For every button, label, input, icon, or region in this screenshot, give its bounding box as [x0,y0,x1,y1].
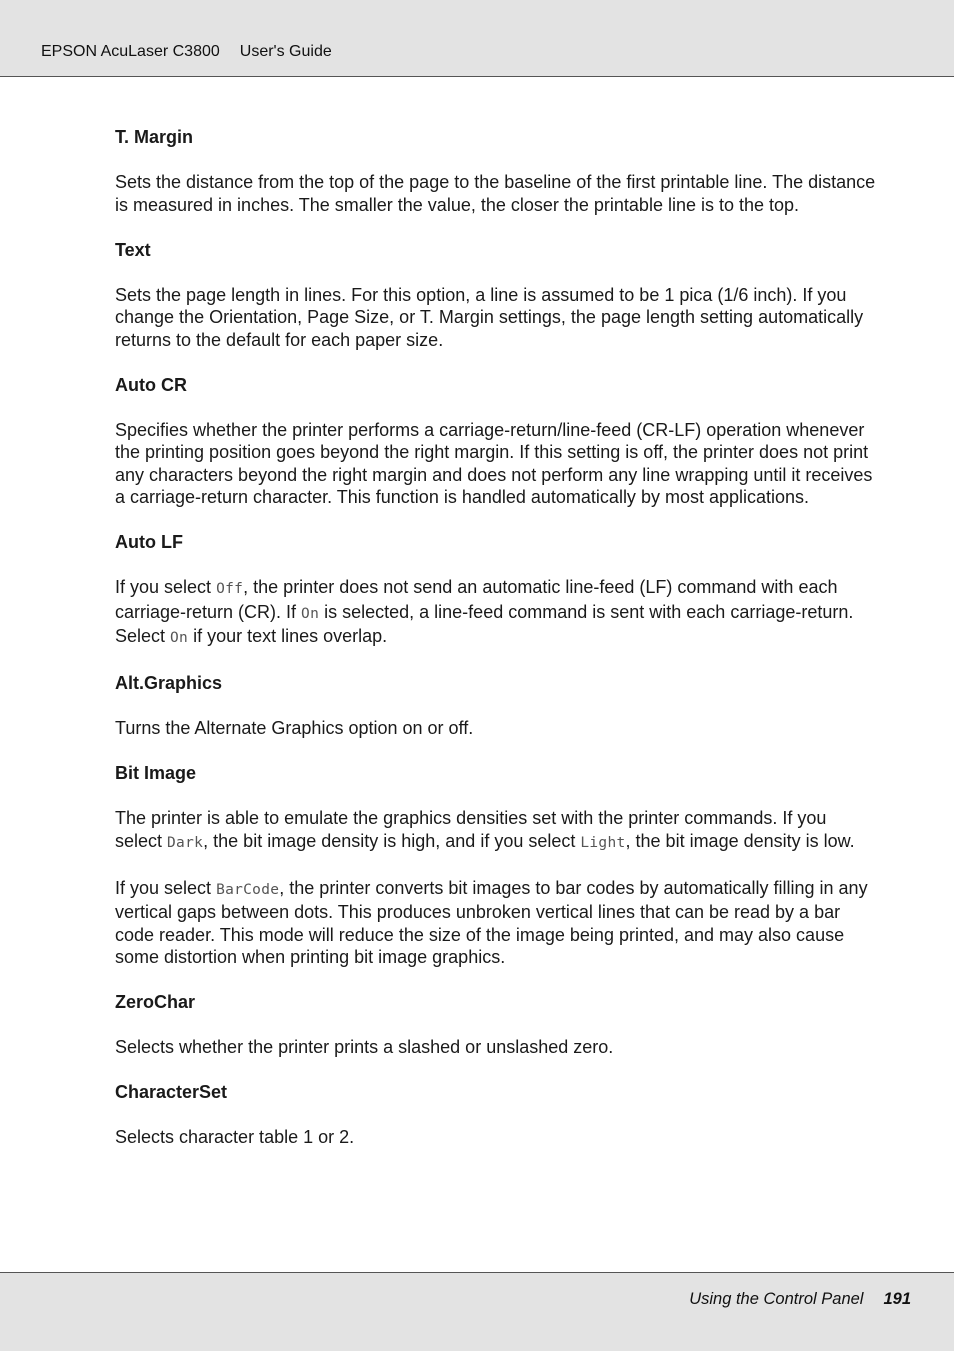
paragraph-auto-cr: Specifies whether the printer performs a carriage-return/line-feed (CR-LF) operation whenever the printing position goes beyond the right margin. If this setting is off, the printer does not print any characters beyond the right margin and does not perform any line wrapping until it receives a carriage-return character. This function is handled automatically by most applications. [115,419,873,507]
text-run: , the bit image density is high, and if you select [203,830,581,851]
text-run: , the bit image density is low. [625,830,855,851]
heading-t-margin: T. Margin [115,127,194,147]
setting-value-on: On [170,630,189,646]
heading-alt-graphics: Alt.Graphics [115,673,223,693]
page-content [115,126,877,1171]
paragraph-characterset: Selects character table 1 or 2. [115,1127,355,1147]
paragraph-alt-graphics: Turns the Alternate Graphics option on or off. [115,718,474,738]
header-product: EPSON AcuLaser C3800 [41,43,220,60]
paragraph-bit-image-density [115,807,877,854]
heading-bit-image: Bit Image [115,763,197,783]
header-text [41,43,332,61]
text-run: If you select [115,877,217,898]
text-run: , the printer does not send an automatic line-feed (LF) command with each carriage-return (CR). If [115,577,838,622]
paragraph-bit-image-barcode [115,877,877,969]
heading-auto-lf: Auto LF [115,532,183,552]
paragraph-zerochar: Selects whether the printer prints a slashed or unslashed zero. [115,1037,614,1057]
setting-value-on: On [301,605,320,622]
heading-zerochar: ZeroChar [115,992,196,1012]
paragraph-text: Sets the page length in lines. For this option, a line is assumed to be 1 pica (1/6 inch). If you change the Orientation, Page Size, or T. Margin settings, the page length setting automatically returns to the default for each paper size. [115,284,864,350]
page-header [0,0,954,77]
setting-value-barcode: BarCode [216,881,280,898]
paragraph-auto-lf [115,576,877,650]
text-run: , the printer converts bit images to bar codes by automatically filling in any vertical gaps between dots. This produces unbroken vertical lines that can be read by a bar code reader. This mode will reduce the size of the image being printed, and may also cause some distortion when printing bit image graphics. [115,877,868,967]
header-guide: User's Guide [239,43,332,60]
text-run: if your text lines overlap. [188,626,388,646]
setting-value-light: Light [580,834,626,851]
footer-section-title: Using the Control Panel [689,1290,864,1308]
footer-text [689,1290,911,1309]
text-run: is selected, a line-feed command is sent with each carriage-return. Select [115,601,854,646]
heading-auto-cr: Auto CR [115,374,187,395]
setting-value-dark: Dark [167,834,204,851]
page-footer [0,1272,954,1351]
text-run: If you select [115,577,217,597]
heading-text: Text [115,239,151,260]
paragraph-t-margin: Sets the distance from the top of the page to the baseline of the first printable line. The distance is measured in inches. The smaller the value, the closer the printable line is to the top. [115,172,876,215]
page-number: 191 [883,1290,911,1308]
heading-characterset: CharacterSet [115,1082,228,1102]
setting-value-off: Off [216,581,244,597]
text-run: The printer is able to emulate the graphics densities set with the printer commands. If you select [115,808,827,851]
